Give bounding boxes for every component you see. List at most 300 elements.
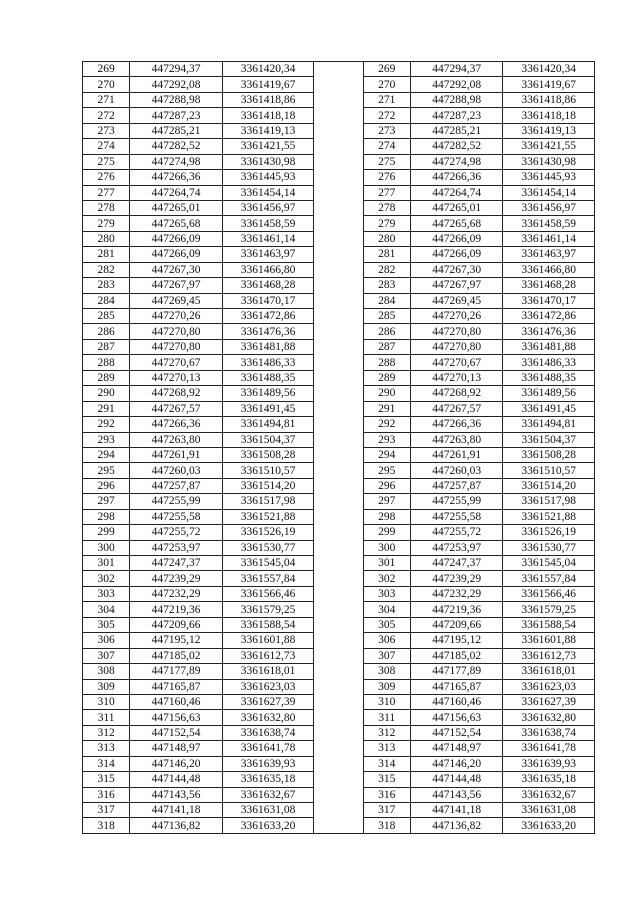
left-point-number-cell: 302 (83, 571, 130, 586)
right-x-coordinate-cell: 447247,37 (410, 556, 503, 571)
left-point-number-cell: 307 (83, 648, 130, 663)
left-x-coordinate-cell: 447261,91 (130, 447, 223, 462)
left-point-number-cell: 279 (83, 216, 130, 231)
left-x-coordinate-cell: 447266,36 (130, 170, 223, 185)
right-x-coordinate-cell: 447282,52 (410, 139, 503, 154)
right-y-coordinate-cell: 3361612,73 (503, 648, 595, 663)
right-y-coordinate-cell: 3361632,67 (503, 787, 595, 802)
right-x-coordinate-cell: 447270,80 (410, 324, 503, 339)
column-gap (314, 139, 363, 154)
column-gap (314, 108, 363, 123)
column-gap (314, 586, 363, 601)
right-x-coordinate-cell: 447209,66 (410, 617, 503, 632)
right-y-coordinate-cell: 3361638,74 (503, 725, 595, 740)
right-y-coordinate-cell: 3361627,39 (503, 694, 595, 709)
left-y-coordinate-cell: 3361508,28 (222, 447, 314, 462)
table-row (83, 694, 595, 709)
left-point-number-cell: 280 (83, 231, 130, 246)
right-x-coordinate-cell: 447264,74 (410, 185, 503, 200)
right-point-number-cell: 284 (363, 293, 410, 308)
right-x-coordinate-cell: 447270,67 (410, 355, 503, 370)
left-point-number-cell: 308 (83, 664, 130, 679)
column-gap (314, 293, 363, 308)
right-x-coordinate-cell: 447266,09 (410, 231, 503, 246)
column-gap (314, 803, 363, 818)
column-gap (314, 648, 363, 663)
table-row (83, 200, 595, 215)
right-x-coordinate-cell: 447266,09 (410, 247, 503, 262)
column-gap (314, 787, 363, 802)
right-y-coordinate-cell: 3361632,80 (503, 710, 595, 725)
left-x-coordinate-cell: 447269,45 (130, 293, 223, 308)
right-x-coordinate-cell: 447143,56 (410, 787, 503, 802)
right-x-coordinate-cell: 447257,87 (410, 478, 503, 493)
table-row (83, 787, 595, 802)
table-row (83, 710, 595, 725)
right-x-coordinate-cell: 447255,72 (410, 525, 503, 540)
right-x-coordinate-cell: 447141,18 (410, 803, 503, 818)
right-point-number-cell: 306 (363, 633, 410, 648)
table-row (83, 556, 595, 571)
left-y-coordinate-cell: 3361458,59 (222, 216, 314, 231)
column-gap (314, 370, 363, 385)
right-x-coordinate-cell: 447136,82 (410, 818, 503, 833)
table-row (83, 463, 595, 478)
table-row (83, 216, 595, 231)
right-x-coordinate-cell: 447274,98 (410, 154, 503, 169)
right-y-coordinate-cell: 3361514,20 (503, 478, 595, 493)
left-x-coordinate-cell: 447152,54 (130, 725, 223, 740)
left-y-coordinate-cell: 3361491,45 (222, 401, 314, 416)
right-point-number-cell: 269 (363, 62, 410, 77)
column-gap (314, 818, 363, 833)
table-row (83, 540, 595, 555)
right-point-number-cell: 298 (363, 509, 410, 524)
left-x-coordinate-cell: 447266,36 (130, 417, 223, 432)
left-x-coordinate-cell: 447270,13 (130, 370, 223, 385)
left-point-number-cell: 300 (83, 540, 130, 555)
right-x-coordinate-cell: 447253,97 (410, 540, 503, 555)
coordinates-table-body (83, 62, 595, 834)
right-point-number-cell: 281 (363, 247, 410, 262)
right-point-number-cell: 313 (363, 741, 410, 756)
right-x-coordinate-cell: 447148,97 (410, 741, 503, 756)
left-point-number-cell: 276 (83, 170, 130, 185)
right-y-coordinate-cell: 3361468,28 (503, 278, 595, 293)
right-x-coordinate-cell: 447267,57 (410, 401, 503, 416)
right-y-coordinate-cell: 3361461,14 (503, 231, 595, 246)
table-row (83, 231, 595, 246)
right-y-coordinate-cell: 3361476,36 (503, 324, 595, 339)
right-x-coordinate-cell: 447152,54 (410, 725, 503, 740)
left-point-number-cell: 286 (83, 324, 130, 339)
right-point-number-cell: 304 (363, 602, 410, 617)
left-x-coordinate-cell: 447239,29 (130, 571, 223, 586)
table-row (83, 741, 595, 756)
left-point-number-cell: 313 (83, 741, 130, 756)
left-point-number-cell: 284 (83, 293, 130, 308)
left-point-number-cell: 291 (83, 401, 130, 416)
left-x-coordinate-cell: 447285,21 (130, 123, 223, 138)
right-point-number-cell: 305 (363, 617, 410, 632)
table-row (83, 818, 595, 833)
right-y-coordinate-cell: 3361486,33 (503, 355, 595, 370)
left-point-number-cell: 287 (83, 339, 130, 354)
table-row (83, 432, 595, 447)
right-point-number-cell: 293 (363, 432, 410, 447)
left-point-number-cell: 314 (83, 756, 130, 771)
right-y-coordinate-cell: 3361526,19 (503, 525, 595, 540)
table-row (83, 509, 595, 524)
table-row (83, 756, 595, 771)
right-y-coordinate-cell: 3361633,20 (503, 818, 595, 833)
left-point-number-cell: 273 (83, 123, 130, 138)
right-point-number-cell: 279 (363, 216, 410, 231)
right-x-coordinate-cell: 447268,92 (410, 386, 503, 401)
table-row (83, 602, 595, 617)
left-x-coordinate-cell: 447270,67 (130, 355, 223, 370)
left-y-coordinate-cell: 3361639,93 (222, 756, 314, 771)
left-x-coordinate-cell: 447253,97 (130, 540, 223, 555)
right-point-number-cell: 296 (363, 478, 410, 493)
column-gap (314, 664, 363, 679)
left-x-coordinate-cell: 447267,97 (130, 278, 223, 293)
right-y-coordinate-cell: 3361504,37 (503, 432, 595, 447)
left-y-coordinate-cell: 3361456,97 (222, 200, 314, 215)
right-y-coordinate-cell: 3361489,56 (503, 386, 595, 401)
left-point-number-cell: 277 (83, 185, 130, 200)
right-x-coordinate-cell: 447156,63 (410, 710, 503, 725)
right-point-number-cell: 312 (363, 725, 410, 740)
left-y-coordinate-cell: 3361632,80 (222, 710, 314, 725)
coordinates-table (82, 61, 595, 834)
left-y-coordinate-cell: 3361476,36 (222, 324, 314, 339)
right-x-coordinate-cell: 447292,08 (410, 77, 503, 92)
right-point-number-cell: 282 (363, 262, 410, 277)
right-x-coordinate-cell: 447177,89 (410, 664, 503, 679)
column-gap (314, 355, 363, 370)
table-row (83, 386, 595, 401)
right-y-coordinate-cell: 3361557,84 (503, 571, 595, 586)
right-x-coordinate-cell: 447260,03 (410, 463, 503, 478)
left-x-coordinate-cell: 447270,80 (130, 324, 223, 339)
left-x-coordinate-cell: 447282,52 (130, 139, 223, 154)
table-row (83, 293, 595, 308)
right-x-coordinate-cell: 447232,29 (410, 586, 503, 601)
right-x-coordinate-cell: 447185,02 (410, 648, 503, 663)
table-row (83, 62, 595, 77)
right-point-number-cell: 303 (363, 586, 410, 601)
right-point-number-cell: 317 (363, 803, 410, 818)
left-point-number-cell: 275 (83, 154, 130, 169)
column-gap (314, 525, 363, 540)
right-x-coordinate-cell: 447285,21 (410, 123, 503, 138)
left-y-coordinate-cell: 3361418,86 (222, 92, 314, 107)
left-y-coordinate-cell: 3361618,01 (222, 664, 314, 679)
right-x-coordinate-cell: 447269,45 (410, 293, 503, 308)
left-x-coordinate-cell: 447266,09 (130, 231, 223, 246)
right-y-coordinate-cell: 3361418,86 (503, 92, 595, 107)
right-x-coordinate-cell: 447146,20 (410, 756, 503, 771)
left-x-coordinate-cell: 447294,37 (130, 62, 223, 77)
left-point-number-cell: 274 (83, 139, 130, 154)
right-y-coordinate-cell: 3361545,04 (503, 556, 595, 571)
left-y-coordinate-cell: 3361631,08 (222, 803, 314, 818)
left-x-coordinate-cell: 447263,80 (130, 432, 223, 447)
right-point-number-cell: 310 (363, 694, 410, 709)
right-y-coordinate-cell: 3361488,35 (503, 370, 595, 385)
column-gap (314, 339, 363, 354)
right-y-coordinate-cell: 3361421,55 (503, 139, 595, 154)
table-row (83, 679, 595, 694)
left-y-coordinate-cell: 3361638,74 (222, 725, 314, 740)
left-point-number-cell: 272 (83, 108, 130, 123)
left-y-coordinate-cell: 3361510,57 (222, 463, 314, 478)
right-y-coordinate-cell: 3361631,08 (503, 803, 595, 818)
left-point-number-cell: 296 (83, 478, 130, 493)
right-y-coordinate-cell: 3361472,86 (503, 309, 595, 324)
right-x-coordinate-cell: 447263,80 (410, 432, 503, 447)
right-y-coordinate-cell: 3361517,98 (503, 494, 595, 509)
left-point-number-cell: 285 (83, 309, 130, 324)
right-x-coordinate-cell: 447160,46 (410, 694, 503, 709)
right-point-number-cell: 315 (363, 772, 410, 787)
right-y-coordinate-cell: 3361530,77 (503, 540, 595, 555)
left-y-coordinate-cell: 3361486,33 (222, 355, 314, 370)
left-point-number-cell: 298 (83, 509, 130, 524)
left-point-number-cell: 315 (83, 772, 130, 787)
left-x-coordinate-cell: 447267,30 (130, 262, 223, 277)
left-x-coordinate-cell: 447165,87 (130, 679, 223, 694)
table-row (83, 262, 595, 277)
document-page (82, 61, 595, 834)
left-y-coordinate-cell: 3361530,77 (222, 540, 314, 555)
table-row (83, 355, 595, 370)
left-y-coordinate-cell: 3361472,86 (222, 309, 314, 324)
column-gap (314, 324, 363, 339)
left-x-coordinate-cell: 447270,26 (130, 309, 223, 324)
right-x-coordinate-cell: 447239,29 (410, 571, 503, 586)
left-y-coordinate-cell: 3361461,14 (222, 231, 314, 246)
table-row (83, 525, 595, 540)
left-y-coordinate-cell: 3361468,28 (222, 278, 314, 293)
right-point-number-cell: 290 (363, 386, 410, 401)
right-y-coordinate-cell: 3361639,93 (503, 756, 595, 771)
left-y-coordinate-cell: 3361566,46 (222, 586, 314, 601)
left-y-coordinate-cell: 3361517,98 (222, 494, 314, 509)
left-x-coordinate-cell: 447288,98 (130, 92, 223, 107)
left-y-coordinate-cell: 3361463,97 (222, 247, 314, 262)
right-point-number-cell: 314 (363, 756, 410, 771)
right-point-number-cell: 271 (363, 92, 410, 107)
table-row (83, 633, 595, 648)
column-gap (314, 417, 363, 432)
right-y-coordinate-cell: 3361463,97 (503, 247, 595, 262)
table-row (83, 772, 595, 787)
right-x-coordinate-cell: 447144,48 (410, 772, 503, 787)
left-y-coordinate-cell: 3361623,03 (222, 679, 314, 694)
left-y-coordinate-cell: 3361632,67 (222, 787, 314, 802)
left-point-number-cell: 269 (83, 62, 130, 77)
table-row (83, 247, 595, 262)
left-y-coordinate-cell: 3361445,93 (222, 170, 314, 185)
table-row (83, 154, 595, 169)
left-x-coordinate-cell: 447177,89 (130, 664, 223, 679)
left-y-coordinate-cell: 3361633,20 (222, 818, 314, 833)
right-point-number-cell: 292 (363, 417, 410, 432)
right-point-number-cell: 283 (363, 278, 410, 293)
left-point-number-cell: 271 (83, 92, 130, 107)
table-row (83, 92, 595, 107)
left-x-coordinate-cell: 447144,48 (130, 772, 223, 787)
right-point-number-cell: 286 (363, 324, 410, 339)
column-gap (314, 386, 363, 401)
left-point-number-cell: 316 (83, 787, 130, 802)
right-y-coordinate-cell: 3361419,67 (503, 77, 595, 92)
left-point-number-cell: 289 (83, 370, 130, 385)
left-point-number-cell: 297 (83, 494, 130, 509)
right-x-coordinate-cell: 447270,13 (410, 370, 503, 385)
left-y-coordinate-cell: 3361420,34 (222, 62, 314, 77)
left-y-coordinate-cell: 3361521,88 (222, 509, 314, 524)
right-y-coordinate-cell: 3361419,13 (503, 123, 595, 138)
column-gap (314, 432, 363, 447)
table-row (83, 648, 595, 663)
left-y-coordinate-cell: 3361641,78 (222, 741, 314, 756)
column-gap (314, 633, 363, 648)
left-point-number-cell: 295 (83, 463, 130, 478)
left-x-coordinate-cell: 447136,82 (130, 818, 223, 833)
left-x-coordinate-cell: 447287,23 (130, 108, 223, 123)
left-y-coordinate-cell: 3361601,88 (222, 633, 314, 648)
left-point-number-cell: 292 (83, 417, 130, 432)
right-y-coordinate-cell: 3361641,78 (503, 741, 595, 756)
left-y-coordinate-cell: 3361466,80 (222, 262, 314, 277)
left-y-coordinate-cell: 3361579,25 (222, 602, 314, 617)
right-y-coordinate-cell: 3361454,14 (503, 185, 595, 200)
right-y-coordinate-cell: 3361491,45 (503, 401, 595, 416)
table-row (83, 77, 595, 92)
column-gap (314, 756, 363, 771)
right-point-number-cell: 311 (363, 710, 410, 725)
table-row (83, 123, 595, 138)
column-gap (314, 556, 363, 571)
right-x-coordinate-cell: 447288,98 (410, 92, 503, 107)
right-point-number-cell: 309 (363, 679, 410, 694)
right-y-coordinate-cell: 3361494,81 (503, 417, 595, 432)
right-point-number-cell: 276 (363, 170, 410, 185)
column-gap (314, 571, 363, 586)
right-x-coordinate-cell: 447294,37 (410, 62, 503, 77)
left-point-number-cell: 270 (83, 77, 130, 92)
left-x-coordinate-cell: 447255,72 (130, 525, 223, 540)
column-gap (314, 77, 363, 92)
right-y-coordinate-cell: 3361588,54 (503, 617, 595, 632)
left-point-number-cell: 310 (83, 694, 130, 709)
right-point-number-cell: 289 (363, 370, 410, 385)
column-gap (314, 185, 363, 200)
right-point-number-cell: 278 (363, 200, 410, 215)
right-point-number-cell: 275 (363, 154, 410, 169)
left-y-coordinate-cell: 3361488,35 (222, 370, 314, 385)
left-y-coordinate-cell: 3361454,14 (222, 185, 314, 200)
left-y-coordinate-cell: 3361557,84 (222, 571, 314, 586)
left-y-coordinate-cell: 3361612,73 (222, 648, 314, 663)
left-x-coordinate-cell: 447156,63 (130, 710, 223, 725)
table-row (83, 185, 595, 200)
left-y-coordinate-cell: 3361526,19 (222, 525, 314, 540)
right-x-coordinate-cell: 447219,36 (410, 602, 503, 617)
right-x-coordinate-cell: 447261,91 (410, 447, 503, 462)
left-point-number-cell: 317 (83, 803, 130, 818)
column-gap (314, 710, 363, 725)
left-point-number-cell: 290 (83, 386, 130, 401)
left-y-coordinate-cell: 3361627,39 (222, 694, 314, 709)
right-y-coordinate-cell: 3361635,18 (503, 772, 595, 787)
right-y-coordinate-cell: 3361430,98 (503, 154, 595, 169)
left-y-coordinate-cell: 3361430,98 (222, 154, 314, 169)
left-x-coordinate-cell: 447265,01 (130, 200, 223, 215)
left-point-number-cell: 306 (83, 633, 130, 648)
left-x-coordinate-cell: 447195,12 (130, 633, 223, 648)
column-gap (314, 447, 363, 462)
column-gap (314, 92, 363, 107)
right-y-coordinate-cell: 3361456,97 (503, 200, 595, 215)
column-gap (314, 494, 363, 509)
column-gap (314, 463, 363, 478)
column-gap (314, 540, 363, 555)
right-point-number-cell: 300 (363, 540, 410, 555)
left-x-coordinate-cell: 447267,57 (130, 401, 223, 416)
left-x-coordinate-cell: 447270,80 (130, 339, 223, 354)
left-y-coordinate-cell: 3361514,20 (222, 478, 314, 493)
right-point-number-cell: 307 (363, 648, 410, 663)
left-y-coordinate-cell: 3361481,88 (222, 339, 314, 354)
left-y-coordinate-cell: 3361494,81 (222, 417, 314, 432)
table-row (83, 447, 595, 462)
left-x-coordinate-cell: 447141,18 (130, 803, 223, 818)
left-point-number-cell: 293 (83, 432, 130, 447)
right-y-coordinate-cell: 3361466,80 (503, 262, 595, 277)
right-y-coordinate-cell: 3361420,34 (503, 62, 595, 77)
left-y-coordinate-cell: 3361588,54 (222, 617, 314, 632)
right-point-number-cell: 302 (363, 571, 410, 586)
right-y-coordinate-cell: 3361510,57 (503, 463, 595, 478)
column-gap (314, 247, 363, 262)
right-y-coordinate-cell: 3361579,25 (503, 602, 595, 617)
right-y-coordinate-cell: 3361418,18 (503, 108, 595, 123)
right-point-number-cell: 287 (363, 339, 410, 354)
right-x-coordinate-cell: 447255,99 (410, 494, 503, 509)
column-gap (314, 741, 363, 756)
column-gap (314, 401, 363, 416)
left-x-coordinate-cell: 447160,46 (130, 694, 223, 709)
left-y-coordinate-cell: 3361489,56 (222, 386, 314, 401)
left-point-number-cell: 309 (83, 679, 130, 694)
right-x-coordinate-cell: 447165,87 (410, 679, 503, 694)
right-x-coordinate-cell: 447255,58 (410, 509, 503, 524)
left-x-coordinate-cell: 447185,02 (130, 648, 223, 663)
column-gap (314, 200, 363, 215)
right-x-coordinate-cell: 447266,36 (410, 170, 503, 185)
right-point-number-cell: 272 (363, 108, 410, 123)
table-row (83, 370, 595, 385)
left-point-number-cell: 294 (83, 447, 130, 462)
left-point-number-cell: 301 (83, 556, 130, 571)
table-row (83, 170, 595, 185)
table-row (83, 725, 595, 740)
right-point-number-cell: 280 (363, 231, 410, 246)
